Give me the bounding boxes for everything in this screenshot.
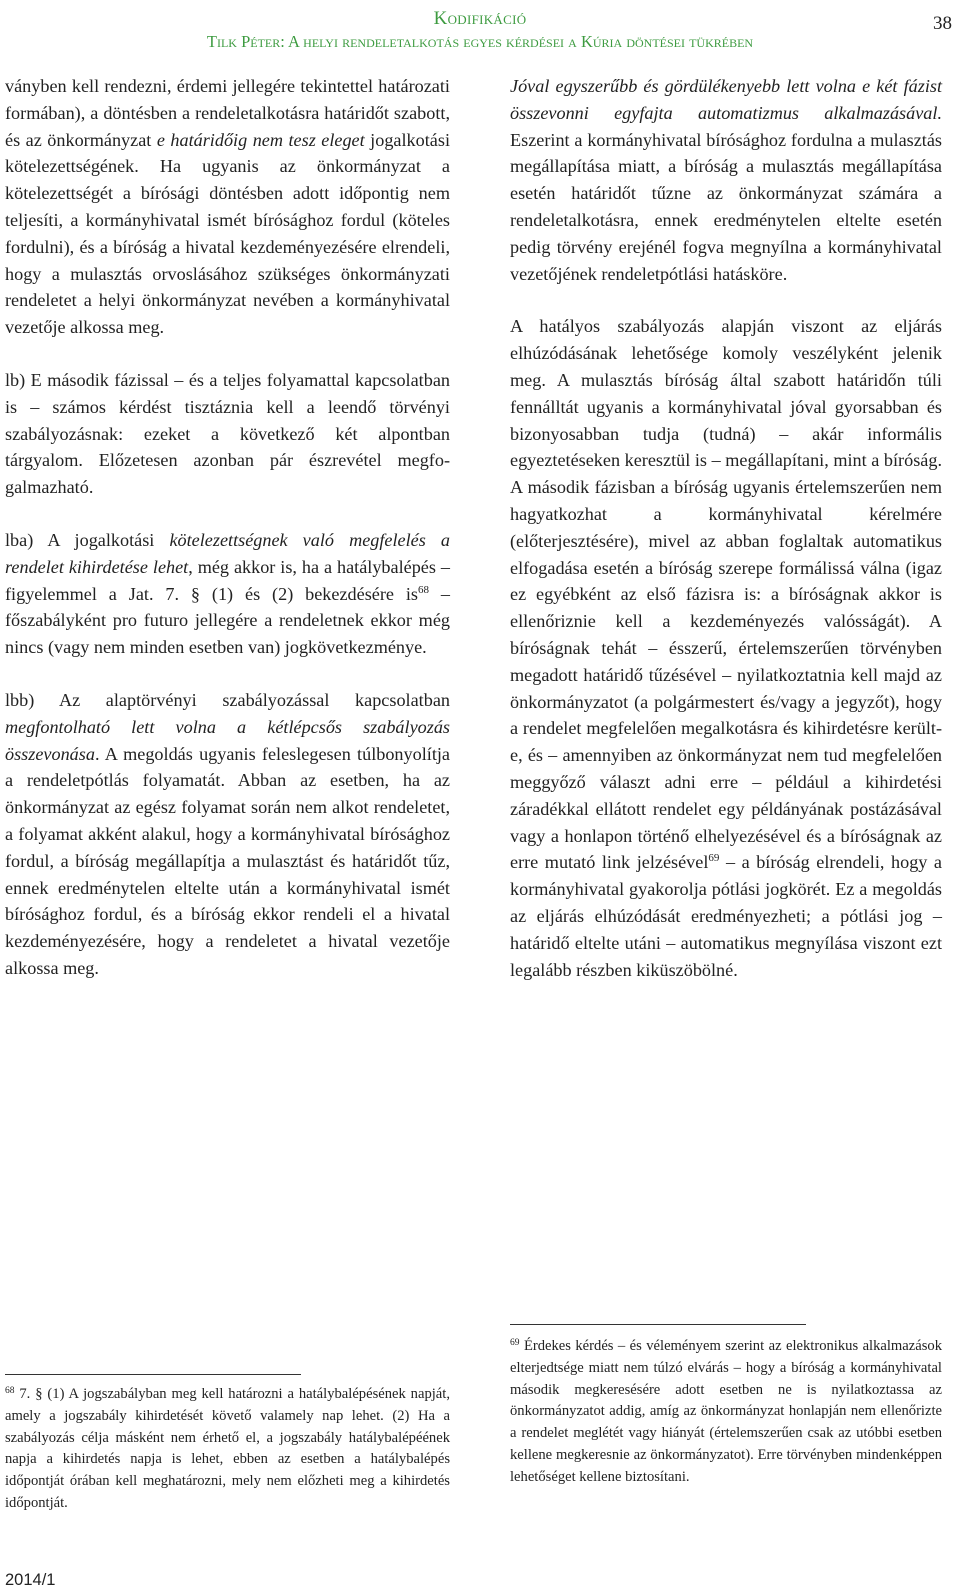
left-column	[5, 73, 450, 982]
emphasis: kötelezettségnek való megfelelés a rendelet kihirdetése lehet	[5, 529, 450, 577]
paragraph-lba: lba) A jogalkotási kötelezettségnek való megfelelés a rendelet kihirdetése lehet, még akkor is, ha a hatálybalépés – figyelemmel a Jat. 7. § (1) és (2) bekezdésére $is^{68}$ – főszabályként pro futuro jellegére a rendeletnek ekkor még nincs (vagy nem minden esetben van) jogkövetkezménye.	[5, 529, 450, 658]
page-number: 38	[933, 13, 952, 34]
footnote-mark: 69	[510, 1338, 520, 1348]
page-header	[0, 4, 960, 54]
footnote-divider	[5, 1374, 301, 1375]
footnote-ref-68[interactable]: 68	[418, 583, 430, 596]
paragraph: A hatályos szabályozás alapján viszont az eljárás elhúzódásának lehetősége komoly veszélyként jelenik meg. A mulasztás bíróság által szabott határidőn túli fennálltát ugyanis a kormányhivatal jóval gyorsabban és bizonyosabban tudja (tudná) – akár informális egyeztetéseken keresztül is – megállapítani, mint a bíróság. A második fázisban a bíróság ugyanis értelemszerűen nem hagyatkozhat a kormányhivatal kérelmére (előterjesztésére), mivel az abban foglaltak automatikus elfogadása esetén a bíróság szerepe formálissá válna (igaz ez egyébként az első fázisra is: a bíróságnak akkor is ellenőriznie kell a kezdeményezés valósságát). A bíróságnak tehát – ésszerű, értelemszerűen törvényben megadott határidő tűzésével – nyilatkoztatnia kell majd az önkormányzatot (a polgármestert és/vagy a jegyzőt), hogy a rendelet megfelelően megalkotásra és kihirdetésre kerülte, és – amennyiben az önkormányzat nem tud megfelelően meggyőző választ adni erre – például a kihirdetési záradékkal ellátott rendelet egy példányának postázásával vagy a honlapon történő elhelyezésével és a bíróságnak az erre mutató link jelzésével$^{69}$ – a bíróság elrendeli, hogy a kormányhivatal gyakorolja pótlási jogkörét. Ez a megoldás az eljárás elhúzódását eredményezheti; a pótlási jog – határidő eltelte utáni – automatikus megnyílása viszont ezt legalább részben kiküszöbölné.	[510, 316, 942, 980]
emphasis: megfontolható lett volna a kétlépcsős szabályozás összevonása	[5, 716, 450, 764]
paragraph: ványben kell rendezni, érdemi jellegére tekintettel határozati formában), a döntésben a rendeletalkotásra határidőt szabott, és az önkormányzat e határidőig nem tesz eleget jogalkotási kötelezettségének. Ha ugyanis az önkormányzat a kötelezettségét a bírósági döntésben adott időpontig nem teljesíti, a kormányhivatal ismét bírósághoz fordul (köteles fordulni), és a bíróság a hivatal kezdeményezésére elrendeli, hogy a mulasztás orvoslásához szükséges önkormányzati rendeletet a helyi önkormányzat nevében a kormányhivatal vezetője alkossa meg.	[5, 76, 450, 338]
footnote-ref-69[interactable]: 69	[708, 852, 720, 865]
footnote-69: $^{69}$ Érdekes kérdés – és véleményem szerint az elektronikus alkalmazások elterjedtsége miatt nem túlzó elvárás – hogy a bíróság a kormányhivatal második megkeresésére adott esetben ne is nyilatkoztassa az önkormányzatot addig, amíg az önkormányzat honlapján nem ellenőrizte a rendelet meglétét vagy hiányát (értelemszerűen csak az utóbbi esetben kellene megkeresnie az önkormányzatot). Erre törvényben mindenképpen lehetőséget kellene biztosítani.	[510, 1338, 942, 1485]
footnote-divider	[510, 1324, 806, 1325]
footnote-mark: 68	[5, 1386, 15, 1396]
paragraph: Jóval egyszerűbb és gördülékenyebb lett volna e két fázist összevonni egyfajta automatizmus alkalmazásával. Eszerint a kormányhivatal bírósághoz fordulna a mulasztás megállapítása miatt, a bíróság a mulasztás megállapítása esetén határidőt tűzne az önkormányzat számára a rendeletalkotásra, ennek eredménytelen eltelte esetén pedig törvény erejénél fogva megnyílna a kormányhivatal vezetőjének rendeletpótlási hatásköre.	[510, 76, 942, 284]
emphasis: Jóval egyszerűbb és gördülékenyebb lett volna e két fázist összevonni egyfajta automatizmus alkalmazásával.	[510, 76, 942, 123]
footnote-68: $^{68}$ 7. § (1) A jogszabályban meg kell határozni a hatálybalépésének napját, amely a jogszabály kihirdetését követő valamely nap lehet. (2) Ha a szabályozás célja másként nem érhető el, a jogszabály hatálybalépéének napja a kihirdetés napja is lehet, ebben az esetben a hatálybalépés időpontját órában kell meghatározni, mely nem előzheti meg a kihirdetés időpontját.	[5, 1386, 450, 1511]
right-column	[510, 73, 942, 983]
paragraph-lb: lb) E második fázissal – és a teljes folyamattal kapcsolatban is – számos kérdést tisztáznia kell a leendő törvényi szabályozásnak: ezeket a következő két alpontban tárgyalom. Előzetesen azonban pár észrevétel megfogalmazható.	[5, 369, 450, 498]
paragraph-lbb: lbb) Az alaptörvényi szabályozással kapcsolatban megfontolható lett volna a kétlépcsős szabályozás összevonása. A megoldás ugyanis feleslegesen túlbonyolítja a rendeletpótlás folyamatát. Abban az esetben, ha az önkormányzat az egész folyamat során nem alkot rendeletet, a folyamat akként alakul, hogy a kormányhivatal bírósághoz fordul, a bíróság megállapítja a mulasztást és határidőt tűz, ennek eredménytelen eltelte után a kormányhivatal ismét bírósághoz fordul, és a bíróság ekkor rendeli el a hivatal kezdeményezésére, hogy a rendeletet a hivatal vezetője alkossa meg.	[5, 689, 450, 978]
emphasis: e határidőig nem tesz eleget	[156, 129, 365, 150]
journal-title: Kodifikáció	[433, 8, 527, 29]
issue-number: 2014/1	[5, 1571, 56, 1589]
running-title: Tilk Péter: A helyi rendeletalkotás egyes kérdései a Kúria döntései tükrében	[206, 32, 754, 51]
